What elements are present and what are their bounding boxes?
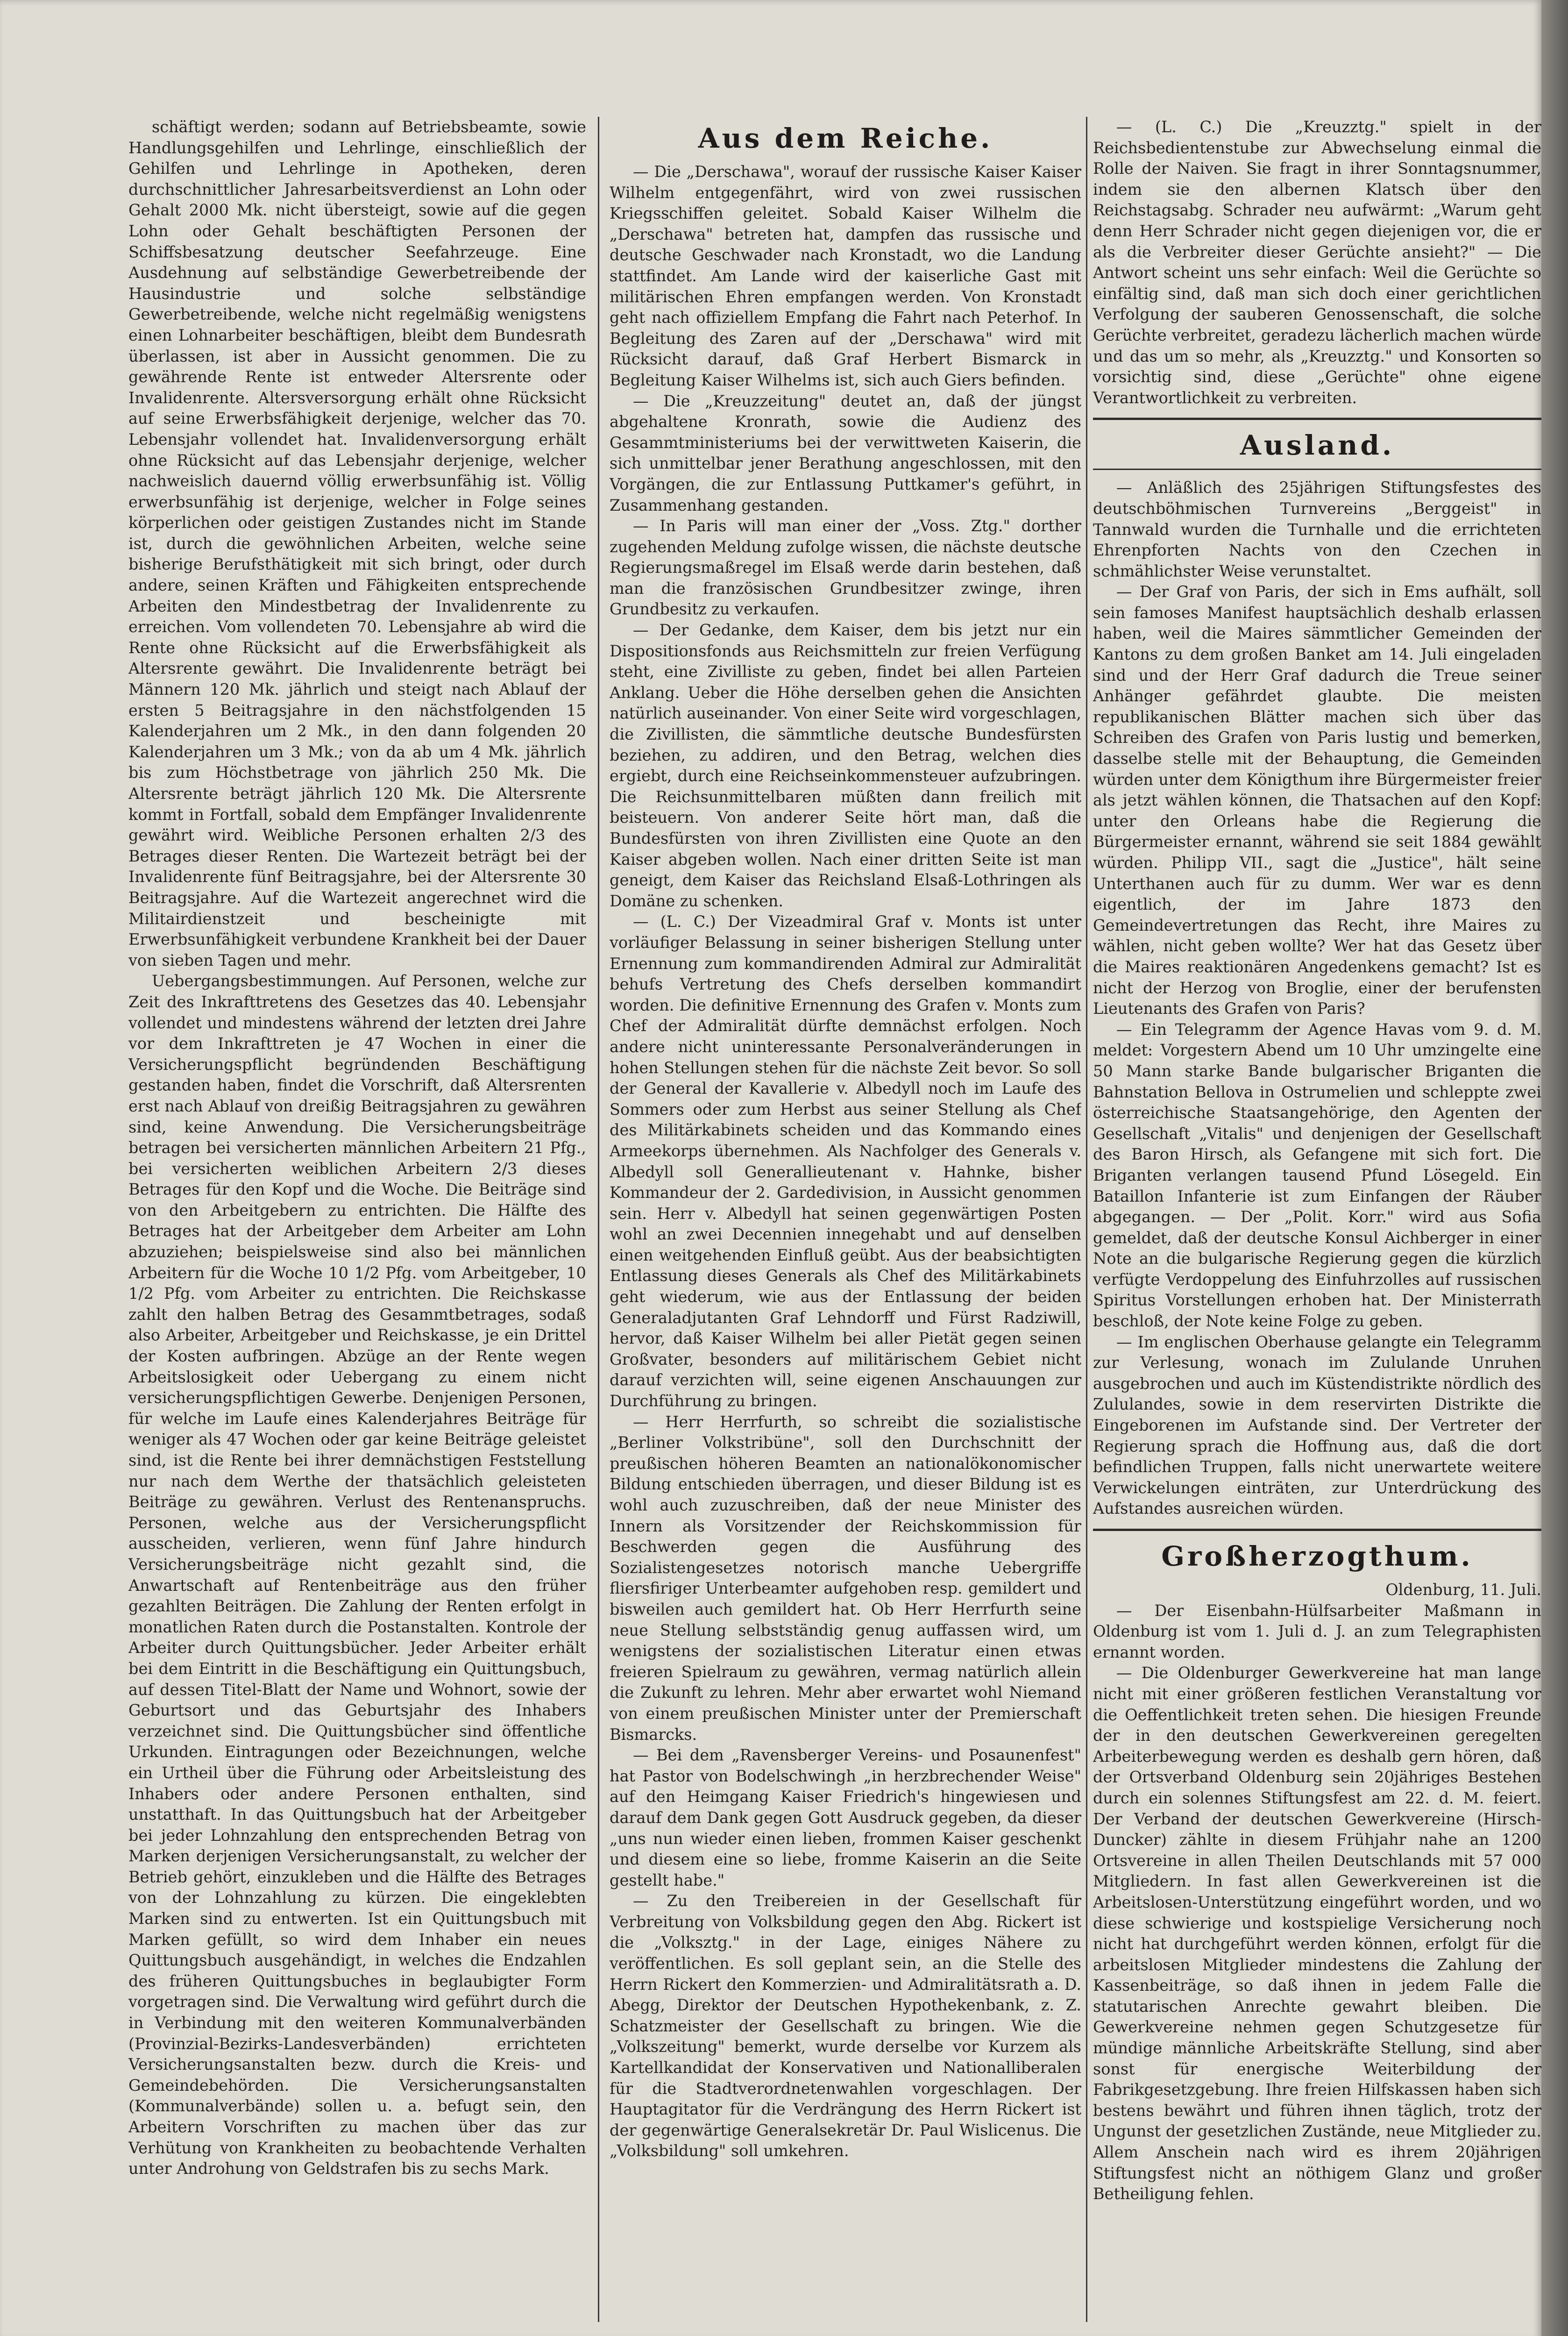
paragraph: — Der Graf von Paris, der sich in Ems aufhält, soll sein famoses Manifest hauptsächlich deshalb erlassen haben, weil die Maires sämmtlicher Gemeinden der Kantons zu dem großen Banket am 14. Juli eingeladen sind und der Herr Graf dadurch die Treue seiner Anhänger gefährdet glaubte. Die meisten republikanischen Blätter machen sich über das Schreiben des Grafen von Paris lustig und bemerken, dasselbe stelle mit der Behauptung, die Gemeinden würden unter dem Königthum ihre Bürgermeister freier als jetzt wählen können, die Thatsachen auf den Kopf: unter den Orleans habe die Regierung die Bürgermeister ernannt, während sie seit 1884 gewählt würden. Philipp VII., sagt die „Justice", hält seine Unterthanen auch für zu dumm. Wer war es denn eigentlich, der im Jahre 1873 den Gemeindevertretungen das Recht, ihre Maires zu wählen, nicht geben wollte? Wer hat das Gesetz über die Maires reaktionären Angedenkens gemacht? Ist es nicht der Herzog von Broglie, einer der berufensten Lieutenants des Grafen von Paris?: [1093, 583, 1541, 1018]
scan-edge: [1541, 0, 1568, 2336]
paragraph: — Bei dem „Ravensberger Vereins- und Posaunenfest" hat Pastor von Bodelschwingh „in herzbrechender Weise" auf den Heimgang Kaiser Friedrich's hingewiesen und darauf dem Dank gegen Gott Ausdruck gegeben, da dieser „uns nun wieder einen lieben, frommen Kaiser geschenkt und diesem eine so liebe, fromme Kaiserin an die Seite gestellt habe.": [610, 1746, 1081, 1889]
dateline: Oldenburg, 11. Juli.: [1385, 1581, 1541, 1599]
paragraph: — Anläßlich des 25jährigen Stiftungsfestes des deutschböhmischen Turnvereins „Berggeist" in Tannwald wurden die Turnhalle und die errichteten Ehrenpforten Nachts von den Czechen in schmählichster Weise verunstaltet.: [1093, 478, 1541, 580]
column-rule: [1086, 117, 1087, 2322]
section-divider: [1093, 418, 1541, 420]
column-middle: [610, 117, 1081, 2313]
paragraph: — Die „Kreuzzeitung" deutet an, daß der jüngst abgehaltene Kronrath, sowie die Audienz des Gesammtministeriums bei der verwittweten Kaiserin, die sich unmittelbar jener Berathung angeschlossen, mit den Vorgängen, die zur Entlassung Puttkamer's geführt, in Zusammenhang gestanden.: [610, 392, 1081, 514]
paragraph: — (L. C.) Die „Kreuzztg." spielt in der Reichsbedientenstube zur Abwechselung einmal die Rolle der Naiven. Sie fragt in ihrer Sonntagsnummer, indem sie den albernen Klatsch über den Reichstagsabg. Schrader neu aufwärmt: „Warum geht denn Herr Schrader nicht gegen diejenigen vor, die er als die Verbreiter dieser Gerüchte ansieht?" — Die Antwort scheint uns sehr einfach: Weil die Gerüchte so einfältig sind, daß man sich doch einer gerichtlichen Verfolgung der sauberen Genossenschaft, die solche Gerüchte verbreitet, geradezu lächerlich machen würde und das um so mehr, als „Kreuzztg." und Konsorten so vorsichtig sind, diese „Gerüchte" ohne eigene Verantwortlichkeit zu verbreiten.: [1093, 118, 1541, 407]
paragraph: — Zu den Treibereien in der Gesellschaft für Verbreitung von Volksbildung gegen den Abg. Rickert ist die „Volksztg." in der Lage, einiges Nähere zu veröffentlichen. Es soll geplant sein, an die Stelle des Herrn Rickert den Kommerzien- und Admiralitätsrath a. D. Abegg, Direktor der Deutschen Hypothekenbank, z. Z. Schatzmeister der Gesellschaft zu bringen. Wie die „Volkszeitung" bemerkt, wurde derselbe vor Kurzem als Kartellkandidat der Konservativen und Nationalliberalen für die Stadtverordnetenwahlen vorgeschlagen. Der Hauptagitator für die Verdrängung des Herrn Rickert ist der gegenwärtige Generalsekretär Dr. Paul Wislicenus. Die „Volksbildung" soll umkehren.: [610, 1892, 1081, 2160]
column-rule: [598, 117, 599, 2322]
page-body: [100, 117, 1539, 2322]
section-heading-grossherzogthum: Großherzogthum.: [1161, 1540, 1473, 1572]
paragraph: — Herr Herrfurth, so schreibt die sozialistische „Berliner Volkstribüne", soll den Durchschnitt der preußischen höheren Beamten an nationalökonomischer Bildung entschieden überragen, und dieser Bildung ist es wohl auch zuzuschreiben, daß der neue Minister des Innern als Vorsitzender der Reichskommission für Beschwerden gegen die Ausführung des Sozialistengesetzes notorisch manche Uebergriffe fliersfiriger Unterbeamter aufgehoben resp. gemildert und bisweilen auch gemildert hat. Ob Herr Herrfurth seine neue Stellung selbstständig genug auffassen wird, um wenigstens der sozialistischen Literatur einen etwas freieren Spielraum zu gewähren, vermag natürlich allein die Zukunft zu lehren. Mehr aber erwartet wohl Niemand von einem preußischen Minister unter der Premierschaft Bismarcks.: [610, 1412, 1081, 1744]
section-divider: [1093, 469, 1541, 470]
section-heading-ausland: Ausland.: [1240, 429, 1395, 462]
column-left: [128, 117, 586, 2313]
paragraph: — Der Gedanke, dem Kaiser, dem bis jetzt nur ein Dispositionsfonds aus Reichsmitteln zur freien Verfügung steht, eine Zivilliste zu geben, findet bei allen Parteien Anklang. Ueber die Höhe derselben gehen die Ansichten natürlich auseinander. Von einer Seite wird vorgeschlagen, die Zivillisten, die sämmtliche deutsche Bundesfürsten beziehen, zu addiren, und den Betrag, welchen dies ergiebt, durch eine Reichseinkommensteuer aufzubringen. Die Reichsunmittelbaren müßten dann freilich mit beisteuern. Von anderer Seite hört man, daß die Bundesfürsten von ihren Zivillisten eine Quote an den Kaiser abgeben wollen. Nach einer dritten Seite ist man geneigt, dem Kaiser das Reichsland Elsaß-Lothringen als Domäne zu schenken.: [610, 621, 1081, 910]
paragraph: — Im englischen Oberhause gelangte ein Telegramm zur Verlesung, wonach im Zululande Unruhen ausgebrochen und auch im Küstendistrikte nördlich des Zululandes, sowie in dem reservirten Distrikte die Eingeborenen im Aufstande sind. Der Vertreter der Regierung sprach die Hoffnung aus, daß die dort befindlichen Truppen, falls nicht unerwartete weitere Verwickelungen einträten, zur Unterdrückung des Aufstandes ausreichen würden.: [1093, 1332, 1541, 1518]
paragraph: — Der Eisenbahn-Hülfsarbeiter Maßmann in Oldenburg ist vom 1. Juli d. J. an zum Telegraphisten ernannt worden.: [1093, 1601, 1541, 1661]
paragraph: — (L. C.) Der Vizeadmiral Graf v. Monts ist unter vorläufiger Belassung in seiner bisherigen Stellung unter Ernennung zum kommandirenden Admiral zur Admiralität behufs Vertretung des Chefs derselben kommandirt worden. Die definitive Ernennung des Grafen v. Monts zum Chef der Admiralität dürfte demnächst erfolgen. Noch andere nicht uninteressante Personalveränderungen in hohen Stellungen stehen für die nächste Zeit bevor. So soll der General der Kavallerie v. Albedyll noch im Laufe des Sommers oder zum Herbst aus seiner Stellung als Chef des Militärkabinets scheiden und das Kommando eines Armeekorps übernehmen. Als Nachfolger des Generals v. Albedyll soll Generallieutenant v. Hahnke, bisher Kommandeur der 2. Gardedivision, in Aussicht genommen sein. Herr v. Albedyll hat seinen gegenwärtigen Posten wohl an zwei Decennien innegehabt und auf denselben einen weitgehenden Einfluß geübt. Aus der beabsichtigten Entlassung dieses Generals als Chef des Militärkabinets geht wiederum, wie aus der Entlassung der beiden Generaladjutanten Graf Lehndorff und Fürst Radziwill, hervor, daß Kaiser Wilhelm bei aller Pietät gegen seinen Großvater, besonders auf militärischem Gebiet nicht darauf verzichten will, seine eigenen Anschauungen zur Durchführung zu bringen.: [610, 912, 1081, 1410]
column-right: [1093, 117, 1541, 2313]
paragraph: — Ein Telegramm der Agence Havas vom 9. d. M. meldet: Vorgestern Abend um 10 Uhr umzingelte eine 50 Mann starke Bande bulgarischer Briganten die Bahnstation Bellova in Ostrumelien und schleppte zwei österreichische Staatsangehörige, den Agenten der Gesellschaft „Vitalis" und denjenigen der Gesellschaft des Baron Hirsch, als Gefangene mit sich fort. Die Briganten verlangen tausend Pfund Lösegeld. Ein Bataillon Infanterie ist zum Einfangen der Räuber abgegangen. — Der „Polit. Korr." wird aus Sofia gemeldet, daß der deutsche Konsul Aichberger in einer Note an die bulgarische Regierung gegen die kürzlich verfügte Verdoppelung des Einfuhrzolles auf russischen Spiritus Vorstellungen erhoben hat. Der Ministerrath beschloß, der Note keine Folge zu geben.: [1093, 1020, 1541, 1331]
paragraph: — Die „Derschawa", worauf der russische Kaiser Kaiser Wilhelm entgegenfährt, wird von zwei russischen Kriegsschiffen geleitet. Sobald Kaiser Wilhelm die „Derschawa" betreten hat, dampfen das russische und deutsche Geschwader nach Kronstadt, wo die Landung stattfindet. Am Lande wird der kaiserliche Gast mit militärischen Ehren empfangen werden. Von Kronstadt geht nach offiziellem Empfang die Fahrt nach Peterhof. In Begleitung des Zaren auf der „Derschawa" wird mit Rücksicht darauf, daß Graf Herbert Bismarck in Begleitung Kaiser Wilhelms ist, sich auch Giers befinden.: [610, 163, 1081, 389]
paragraph: Uebergangsbestimmungen. Auf Personen, welche zur Zeit des Inkrafttretens des Gesetzes das 40. Lebensjahr vollendet und mindestens während der letzten drei Jahre vor dem Inkrafttreten je 47 Wochen in einer die Versicherungspflicht begründenden Beschäftigung gestanden haben, findet die Vorschrift, daß Altersrenten erst nach Ablauf von dreißig Beitragsjahren zu gewähren sind, keine Anwendung. Die Versicherungsbeiträge betragen bei versicherten männlichen Arbeitern 21 Pfg., bei versicherten weiblichen Arbeitern 2/3 dieses Betrages für den Kopf und die Woche. Die Beiträge sind von den Arbeitgebern zu entrichten. Die Hälfte des Betrages hat der Arbeitgeber dem Arbeiter am Lohn abzuziehen; beispielsweise sind also bei männlichen Arbeitern für die Woche 10 1/2 Pfg. vom Arbeitgeber, 10 1/2 Pfg. vom Arbeiter zu entrichten. Die Reichskasse zahlt den halben Betrag des Gesammtbetrages, sodaß also Arbeiter, Arbeitgeber und Reichskasse, je ein Drittel der Kosten aufbringen. Abzüge an der Rente wegen Arbeitslosigkeit oder Uebergang zu einem nicht versicherungspflichtigen Gewerbe. Denjenigen Personen, für welche im Laufe eines Kalenderjahres Beiträge für weniger als 47 Wochen oder gar keine Beiträge geleistet sind, ist die Rente bei ihrer demnächstigen Feststellung nur nach dem Werthe der thatsächlich geleisteten Beiträge zu gewähren. Verlust des Rentenanspruchs. Personen, welche aus der Versicherungspflicht ausscheiden, verlieren, wenn fünf Jahre hindurch Versicherungsbeiträge nicht gezahlt sind, die Anwartschaft auf Rentenbeiträge aus den früher gezahlten Beiträgen. Die Zahlung der Renten erfolgt in monatlichen Raten durch die Postanstalten. Kontrole der Arbeiter durch Quittungsbücher. Jeder Arbeiter erhält bei dem Eintritt in die Beschäftigung ein Quittungsbuch, auf dessen Titel-Blatt der Name und Wohnort, sowie der Geburtsort und das Geburtsjahr des Inhabers verzeichnet sind. Die Quittungsbücher sind öffentliche Urkunden. Eintragungen oder Bezeichnungen, welche ein Urtheil über die Führung oder Arbeitsleistung des Inhabers oder andere Personen enthalten, sind unstatthaft. In das Quittungsbuch hat der Arbeitgeber bei jeder Lohnzahlung den entsprechenden Betrag von Marken derjenigen Versicherungsanstalt, zu welcher der Betrieb gehört, einzukleben und die Hälfte des Betrages von der Lohnzahlung zu kürzen. Die eingeklebten Marken sind zu entwerten. Ist ein Quittungsbuch mit Marken gefüllt, so wird dem Inhaber ein neues Quittungsbuch ausgehändigt, in welches die Endzahlen des früheren Quittungsbuches in beglaubigter Form vorgetragen sind. Die Verwaltung wird geführt durch die in Verbindung mit den weiteren Kommunalverbänden (Provinzial-Bezirks-Landesverbänden) errichteten Versicherungsanstalten bezw. durch die Kreis- und Gemeindebehörden. Die Versicherungsanstalten (Kommunalverbände) sollen u. a. befugt sein, den Arbeitern Vorschriften zu machen über das zur Verhütung von Krankheiten zu beobachtende Verhalten unter Androhung von Geldstrafen bis zu sechs Mark.: [128, 972, 586, 2178]
section-divider: [1093, 1529, 1541, 1531]
paragraph: — Die Oldenburger Gewerkvereine hat man lange nicht mit einer größeren festlichen Veranstaltung vor die Oeffentlichkeit treten sehen. Die hiesigen Freunde der in den deutschen Gewerkvereinen geregelten Arbeiterbewegung werden es deshalb gern hören, daß der Ortsverband Oldenburg sein 20jähriges Bestehen durch ein solennes Stiftungsfest am 22. d. M. feiert. Der Verband der deutschen Gewerkvereine (Hirsch-Duncker) zählte in diesem Frühjahr nahe an 1200 Ortsvereine in allen Theilen Deutschlands mit 57 000 Mitgliedern. In fast allen Gewerkvereinen ist die Arbeitslosen-Unterstützung eingeführt worden, und wo diese schwierige und kostspielige Versicherung noch nicht hat durchgeführt werden können, erfolgt für die arbeitslosen Mitglieder mindestens die Zahlung der Kassenbeiträge, so daß ihnen in jedem Falle die statutarischen Anrechte gewahrt bleiben. Die Gewerkvereine nehmen gegen Schutzgesetze für mündige männliche Arbeitskräfte Stellung, sind aber sonst für energische Weiterbildung der Fabrikgesetzgebung. Ihre freien Hilfskassen haben sich bestens bewährt und führen ihnen täglich, trotz der Ungunst der gesetzlichen Zustände, neue Mitglieder zu. Allem Anschein nach wird es ihrem 20jährigen Stiftungsfest nicht an nöthigem Glanz und großer Betheiligung fehlen.: [1093, 1664, 1541, 2203]
section-heading-reich: Aus dem Reiche.: [698, 122, 993, 154]
paragraph: — In Paris will man einer der „Voss. Ztg." dorther zugehenden Meldung zufolge wissen, die nächste deutsche Regierungsmaßregel im Elsaß werde darin bestehen, daß man die französischen Grundbesitzer zwinge, ihren Grundbesitz zu verkaufen.: [610, 517, 1081, 619]
paragraph: schäftigt werden; sodann auf Betriebsbeamte, sowie Handlungsgehilfen und Lehrlinge, einschließlich der Gehilfen und Lehrlinge in Apotheken, deren durchschnittlicher Jahresarbeitsverdienst an Lohn oder Gehalt 2000 Mk. nicht übersteigt, sowie auf die gegen Lohn oder Gehalt beschäftigten Personen der Schiffsbesatzung deutscher Seefahrzeuge. Eine Ausdehnung auf selbständige Gewerbetreibende der Hausindustrie und solche selbständige Gewerbetreibende, welche nicht regelmäßig wenigstens einen Lohnarbeiter beschäftigen, bleibt dem Bundesrath überlassen, ist aber in Aussicht genommen. Die zu gewährende Rente ist entweder Altersrente oder Invalidenrente. Altersversorgung erhält ohne Rücksicht auf seine Erwerbsfähigkeit derjenige, welcher das 70. Lebensjahr vollendet hat. Invalidenversorgung erhält ohne Rücksicht auf das Lebensjahr derjenige, welcher nachweislich dauernd völlig erwerbsunfähig ist. Völlig erwerbsunfähig ist derjenige, welcher in Folge seines körperlichen oder geistigen Zustandes nicht im Stande ist, durch die gewöhnlichen Arbeiten, welche seine bisherige Berufsthätigkeit mit sich bringt, oder durch andere, seinen Kräften und Fähigkeiten entsprechende Arbeiten den Mindestbetrag der Invalidenrente zu erreichen. Vom vollendeten 70. Lebensjahre ab wird die Rente ohne Rücksicht auf die Erwerbsfähigkeit als Altersrente gewährt. Die Invalidenrente beträgt bei Männern 120 Mk. jährlich und steigt nach Ablauf der ersten 5 Beitragsjahre in den nächstfolgenden 15 Kalenderjahren um 2 Mk., in den dann folgenden 20 Kalenderjahren um 3 Mk.; von da ab um 4 Mk. jährlich bis zum Höchstbetrage von jährlich 250 Mk. Die Altersrente beträgt jährlich 120 Mk. Die Altersrente kommt in Fortfall, sobald dem Empfänger Invalidenrente gewährt wird. Weibliche Personen erhalten 2/3 des Betrages dieser Renten. Die Wartezeit beträgt bei der Invalidenrente fünf Beitragsjahre, bei der Altersrente 30 Beitragsjahre. Auf die Wartezeit angerechnet wird die Militairdienstzeit und bescheinigte mit Erwerbsunfähigkeit verbundene Krankheit bei der Dauer von sieben Tagen und mehr.: [128, 118, 586, 969]
